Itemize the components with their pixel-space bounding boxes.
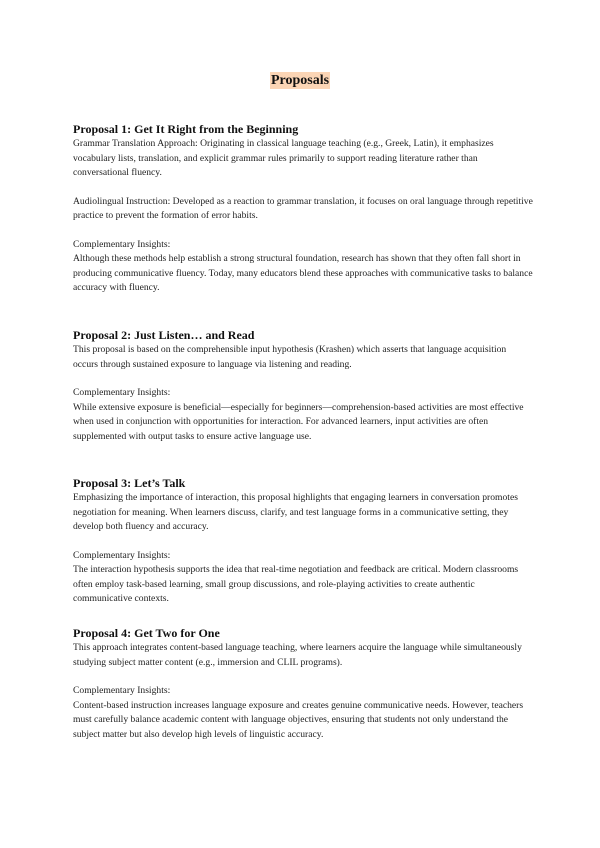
proposal-4-paragraph-1: This approach integrates content-based language teaching, where learners acquire the language while simultaneously studying subject matter content (e.g., immersion and CLIL programs). [73,642,522,668]
proposal-3-heading: Proposal 3: Let’s Talk [73,476,186,490]
proposal-2-section [73,328,533,444]
proposal-1-insights-label: Complementary Insights: [73,238,171,250]
proposal-2-insights-text: While extensive exposure is beneficial—especially for beginners—comprehension-based activities are most effective when used in conjunction with opportunities for interaction. For advanced learners, input activities are often supplemented with output tasks to ensure active language use. [73,401,524,442]
proposal-1-insights-text: Although these methods help establish a strong structural foundation, research has shown that they often fall short in producing communicative fluency. Today, many educators blend these approaches with communicative tasks to balance accuracy with fluency. [73,253,533,293]
proposal-4-heading: Proposal 4: Get Two for One [73,626,220,640]
proposal-1-paragraph-2: Audiolingual Instruction: Developed as a reaction to grammar translation, it focuses on oral language through repetitive practice to prevent the formation of error habits. [73,195,533,221]
proposal-1-heading: Proposal 1: Get It Right from the Beginning [73,122,299,136]
title-wrap [0,71,600,89]
proposal-1-section [73,122,533,296]
proposal-2-heading: Proposal 2: Just Listen… and Read [73,328,255,342]
proposal-2-paragraph-1: This proposal is based on the comprehensible input hypothesis (Krashen) which asserts that language acquisition occurs through sustained exposure to language via listening and reading. [73,344,507,370]
proposal-2-insights-label: Complementary Insights: [73,387,171,398]
proposal-4-insights-text: Content-based instruction increases language exposure and creates genuine communicative needs. However, teachers must carefully balance academic content with language objectives, ensuring that students not only understand the subject matter but also develop high levels of linguistic accuracy. [73,699,524,740]
proposal-3-insights-label: Complementary Insights: [73,549,171,561]
proposal-3-section [73,476,533,607]
proposal-1-paragraph-1: Grammar Translation Approach: Originating in classical language teaching (e.g., Greek, Latin), it emphasizes vocabulary lists, translation, and explicit grammar rules primarily to support reading literature rather than conversational fluency. [73,138,494,178]
page-title: Proposals [270,73,330,88]
proposal-3-paragraph-1: Emphasizing the importance of interaction, this proposal highlights that engaging learners in conversation promotes negotiation for meaning. When learners discuss, clarify, and test language forms in a communicative setting, they develop both fluency and accuracy. [73,492,518,532]
proposal-4-section [73,626,533,742]
proposal-4-insights-label: Complementary Insights: [73,685,171,696]
proposal-3-insights-text: The interaction hypothesis supports the idea that real-time negotiation and feedback are critical. Modern classrooms often employ task-based learning, small group discussions, and role-playing activities to create authentic communicative contexts. [73,564,519,604]
